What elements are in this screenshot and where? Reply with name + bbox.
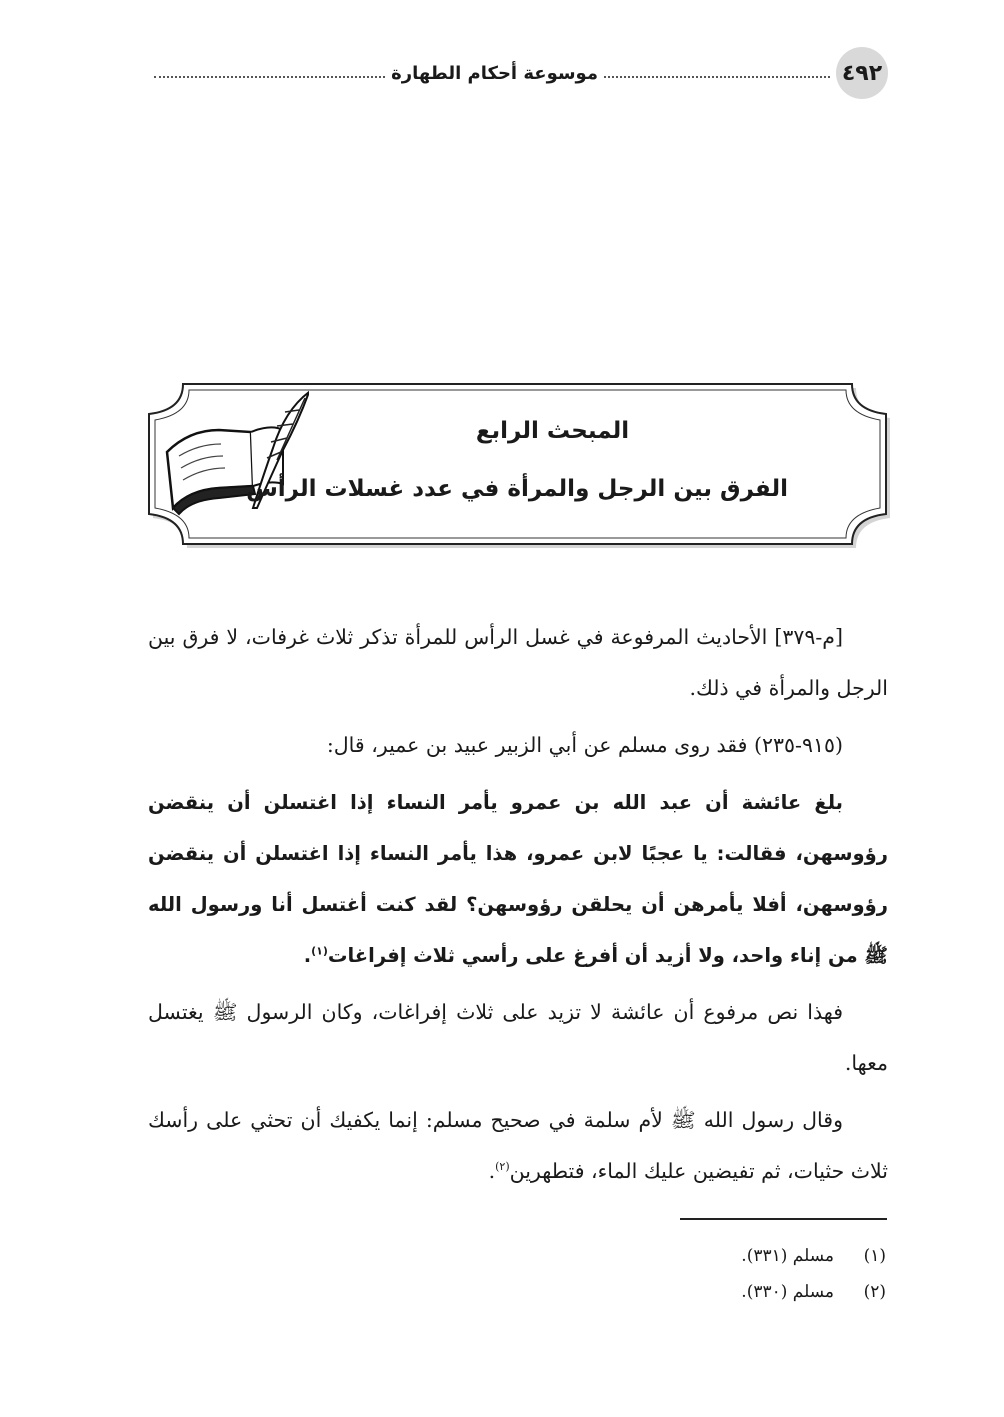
paragraph-narration-intro: (٩١٥-٢٣٥) فقد روى مسلم عن أبي الزبير عبيد بن عمير، قال:: [326, 733, 843, 757]
umm-salama-end: .: [488, 1159, 496, 1183]
chapter-subtitle: الفرق بين الرجل والمرأة في عدد غسلات الرأس: [246, 476, 788, 502]
footnote-2: [741, 1274, 886, 1310]
footnote-text: مسلم (٣٣١).: [741, 1246, 834, 1266]
footnote-1: [741, 1238, 886, 1274]
paragraph-issue: [م-٣٧٩] الأحاديث المرفوعة في غسل الرأس للمرأة تذكر ثلاث غرفات، لا فرق بين الرجل والمرأة في ذلك.: [148, 625, 888, 700]
footnote-ref-1[interactable]: (١): [311, 944, 328, 958]
header-dotted-leader-right: [604, 76, 830, 78]
footnote-number: (١): [863, 1246, 886, 1266]
page-header: [148, 48, 888, 98]
footnote-separator: [680, 1218, 887, 1220]
umm-salama-text: وقال رسول الله ﷺ لأم سلمة في صحيح مسلم: إنما يكفيك أن تحثي على رأسك ثلاث حثيات، ثم تفيضين عليك الماء، فتطهرين: [148, 1108, 888, 1183]
paragraph-commentary: فهذا نص مرفوع أن عائشة لا تزيد على ثلاث إفراغات، وكان الرسول ﷺ يغتسل معها.: [148, 1000, 888, 1075]
chapter-title-box: [145, 380, 890, 548]
paragraph-umm-salama: [148, 1095, 888, 1197]
main-text: [148, 612, 888, 1203]
footnote-ref-2[interactable]: (٢): [495, 1160, 510, 1174]
footnote-number: (٢): [863, 1282, 886, 1302]
book-title: موسوعة أحكام الطهارة: [391, 62, 598, 84]
header-dotted-leader-left: [154, 76, 385, 78]
chapter-title: المبحث الرابع: [475, 418, 630, 444]
footnote-text: مسلم (٣٣٠).: [741, 1282, 834, 1302]
footnotes: [741, 1238, 886, 1310]
page-number: ٤٩٢: [836, 47, 888, 99]
paragraph-hadith-aisha: [148, 777, 888, 981]
hadith-text: بلغ عائشة أن عبد الله بن عمرو يأمر النساء إذا اغتسلن أن ينقضن رؤوسهن، فقالت: يا عجبًا لابن عمرو، هذا يأمر النساء إذا اغتسلن أن ينقضن رؤوسهن، أفلا يأمرهن أن يحلقن رؤوسهن؟ لقد كنت أغتسل أنا ورسول الله ﷺ من إناء واحد، ولا أزيد أن أفرغ على رأسي ثلاث إفراغات: [148, 791, 888, 967]
hadith-end: .: [303, 944, 312, 967]
